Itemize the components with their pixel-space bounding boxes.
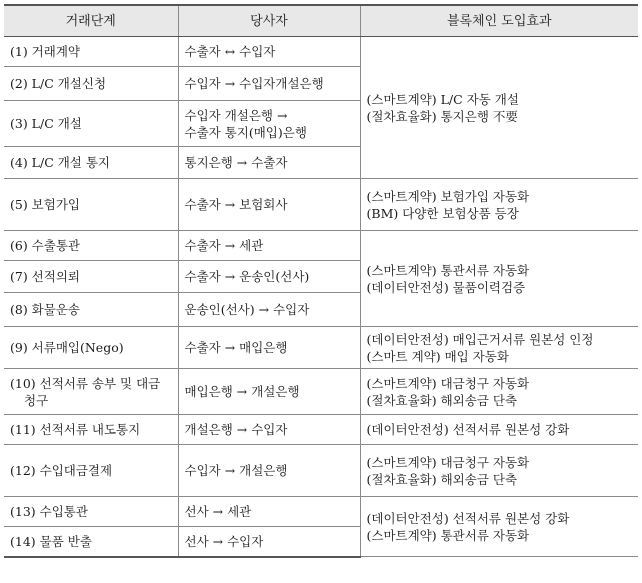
table-row <box>4 327 638 369</box>
stage-cell: (14) 물품 반출 <box>4 527 178 557</box>
effect-cell: (스마트계약) 통관서류 자동화 (데이터안전성) 물품이력검증 <box>360 231 638 327</box>
stage-cell: (10) 선적서류 송부 및 대금 청구 <box>4 369 178 415</box>
party-cell: 선사 → 세관 <box>178 497 360 527</box>
stage-cell: (4) L/C 개설 통지 <box>4 147 178 179</box>
table-row <box>4 497 638 527</box>
table-row <box>4 179 638 231</box>
effect-cell: (스마트계약) 대금청구 자동화 (절차효율화) 해외송금 단축 <box>360 445 638 497</box>
party-cell: 수출자 → 세관 <box>178 231 360 261</box>
stage-cell: (3) L/C 개설 <box>4 101 178 147</box>
stage-cell: (9) 서류매입(Nego) <box>4 327 178 369</box>
party-cell: 수입자 개설은행 → 수출자 통지(매입)은행 <box>178 101 360 147</box>
party-cell: 수입자 → 수입자개설은행 <box>178 67 360 101</box>
party-cell: 통지은행 → 수출자 <box>178 147 360 179</box>
party-cell: 수출자 → 보험회사 <box>178 179 360 231</box>
stage-cell: (12) 수입대금결제 <box>4 445 178 497</box>
stage-cell: (7) 선적의뢰 <box>4 261 178 293</box>
party-cell: 운송인(선사) → 수입자 <box>178 293 360 327</box>
party-cell: 선사 → 수입자 <box>178 527 360 557</box>
effect-cell: (스마트계약) 대금청구 자동화 (절차효율화) 해외송금 단축 <box>360 369 638 415</box>
stage-cell: (2) L/C 개설신청 <box>4 67 178 101</box>
header-row <box>4 5 638 37</box>
table-row <box>4 369 638 415</box>
stage-cell: (6) 수출통관 <box>4 231 178 261</box>
table-row <box>4 445 638 497</box>
party-cell: 매입은행 → 개설은행 <box>178 369 360 415</box>
party-cell: 수출자 ↔ 수입자 <box>178 37 360 67</box>
stage-cell: (8) 화물운송 <box>4 293 178 327</box>
header-effect: 블록체인 도입효과 <box>360 5 638 37</box>
effect-cell: (스마트계약) L/C 자동 개설 (절차효율화) 통지은행 不要 <box>360 37 638 179</box>
party-cell: 수출자 → 운송인(선사) <box>178 261 360 293</box>
header-party: 당사자 <box>178 5 360 37</box>
table-row <box>4 415 638 445</box>
stage-cell: (1) 거래계약 <box>4 37 178 67</box>
header-stage: 거래단계 <box>4 5 178 37</box>
party-cell: 개설은행 → 수입자 <box>178 415 360 445</box>
effect-cell: (데이터안전성) 선적서류 원본성 강화 (스마트계약) 통관서류 자동화 <box>360 497 638 557</box>
stage-cell: (5) 보험가입 <box>4 179 178 231</box>
effect-cell: (데이터안전성) 매입근거서류 원본성 인정 (스마트 계약) 매입 자동화 <box>360 327 638 369</box>
party-cell: 수입자 → 개설은행 <box>178 445 360 497</box>
effect-cell: (데이터안전성) 선적서류 원본성 강화 <box>360 415 638 445</box>
effect-cell: (스마트계약) 보험가입 자동화 (BM) 다양한 보험상품 등장 <box>360 179 638 231</box>
table-row <box>4 231 638 261</box>
stage-cell: (13) 수입통관 <box>4 497 178 527</box>
trade-blockchain-table <box>4 4 638 558</box>
party-cell: 수출자 → 매입은행 <box>178 327 360 369</box>
stage-cell: (11) 선적서류 내도통지 <box>4 415 178 445</box>
table-row <box>4 37 638 67</box>
